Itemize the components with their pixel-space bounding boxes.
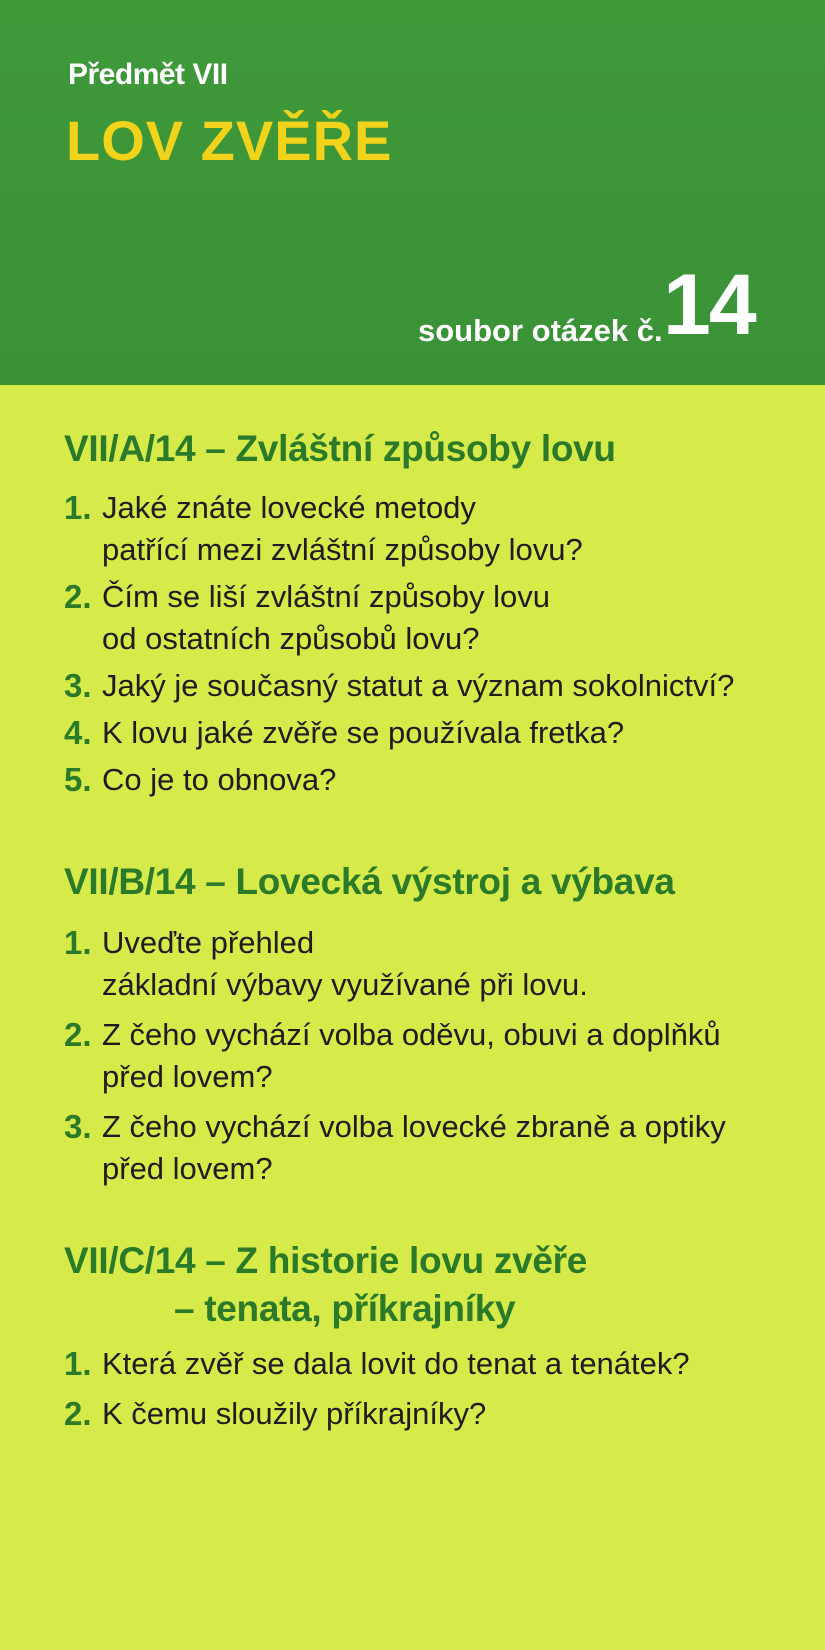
section-title-continuation: – tenata, příkrajníky	[174, 1288, 516, 1329]
section-title	[64, 425, 804, 473]
question-item	[64, 1106, 804, 1190]
question-text: Co je to obnova?	[102, 762, 337, 797]
question-item	[64, 1014, 804, 1098]
question-number: 3.	[64, 667, 92, 704]
question-item	[64, 759, 804, 801]
question-number: 5.	[64, 761, 92, 798]
question-number: 2.	[64, 578, 92, 615]
question-text: Z čeho vychází volba lovecké zbraně a optiky	[102, 1109, 726, 1144]
question-item	[64, 1343, 804, 1385]
question-text: Uveďte přehled	[102, 925, 315, 960]
question-text: Jaké znáte lovecké metody	[102, 490, 476, 525]
section-a	[64, 425, 804, 806]
question-text: Z čeho vychází volba oděvu, obuvi a doplňků	[102, 1017, 721, 1052]
section-b	[64, 858, 804, 1198]
question-text-cont: základní výbavy využívané při lovu.	[102, 967, 588, 1002]
question-number: 1.	[64, 1345, 92, 1382]
question-item	[64, 922, 804, 1006]
section-title	[64, 1237, 804, 1333]
question-text-cont: před lovem?	[102, 1151, 273, 1186]
question-item	[64, 1393, 804, 1435]
question-item	[64, 665, 804, 707]
section-title-text: VII/C/14 – Z historie lovu zvěře	[64, 1240, 587, 1281]
question-text: Čím se liší zvláštní způsoby lovu	[102, 579, 550, 614]
question-set-number: 14	[663, 257, 755, 353]
question-number: 2.	[64, 1016, 92, 1053]
question-text: Jaký je současný statut a význam sokolnictví?	[102, 668, 735, 703]
question-text-cont: patřící mezi zvláštní způsoby lovu?	[102, 532, 583, 567]
question-item	[64, 576, 804, 660]
question-number: 1.	[64, 489, 92, 526]
question-text: K lovu jaké zvěře se používala fretka?	[102, 715, 625, 750]
question-text-cont: před lovem?	[102, 1059, 273, 1094]
section-c	[64, 1237, 804, 1443]
question-text: K čemu sloužily příkrajníky?	[102, 1396, 487, 1431]
question-text-cont: od ostatních způsobů lovu?	[102, 621, 480, 656]
question-number: 2.	[64, 1395, 92, 1432]
question-number: 1.	[64, 924, 92, 961]
section-title	[64, 858, 804, 906]
question-list	[64, 922, 804, 1190]
question-number: 3.	[64, 1108, 92, 1145]
subject-label: Předmět VII	[68, 58, 228, 91]
section-title-text: VII/A/14 – Zvláštní způsoby lovu	[64, 428, 616, 469]
question-set-label: soubor otázek č.	[418, 313, 663, 348]
question-text: Která zvěř se dala lovit do tenat a tenátek?	[102, 1346, 690, 1381]
question-list	[64, 487, 804, 801]
section-title-text: VII/B/14 – Lovecká výstroj a výbava	[64, 861, 675, 902]
question-item	[64, 712, 804, 754]
question-list	[64, 1343, 804, 1435]
page-title: LOV ZVĚŘE	[66, 109, 393, 172]
question-number: 4.	[64, 714, 92, 751]
question-item	[64, 487, 804, 571]
header-banner	[0, 0, 825, 385]
